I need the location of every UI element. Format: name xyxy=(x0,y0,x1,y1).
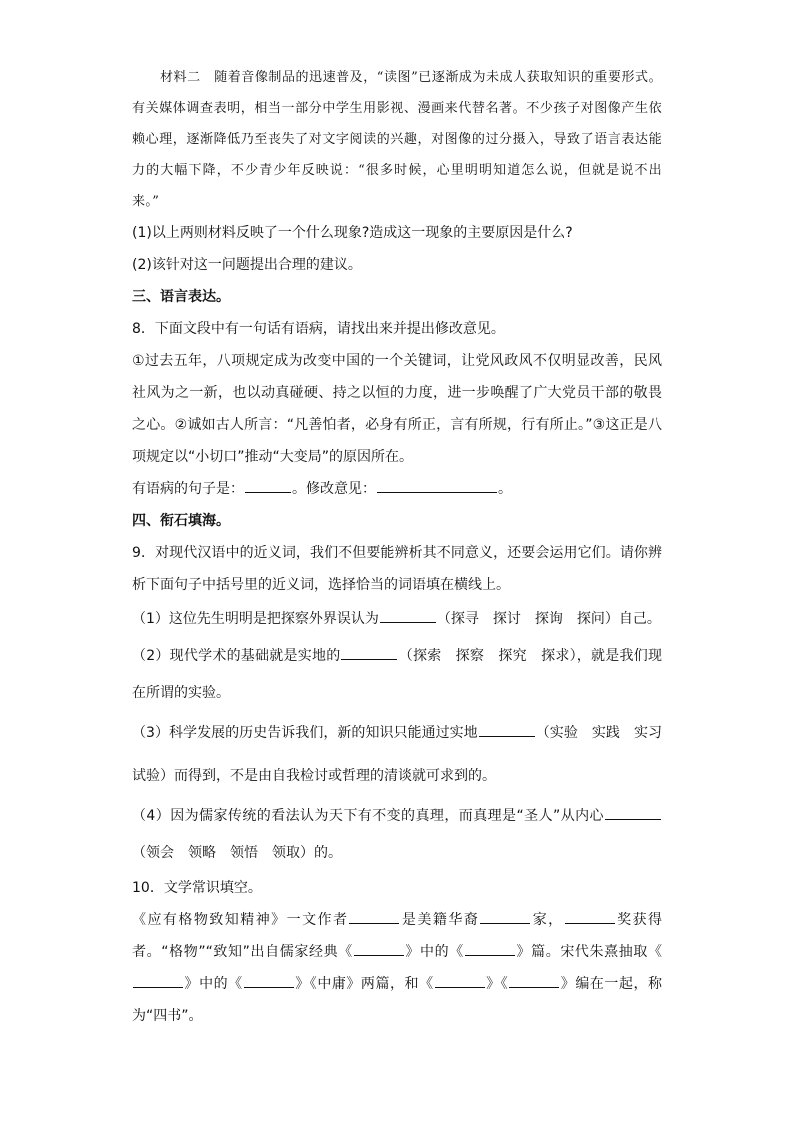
material-two: 材料二 随着音像制品的迅速普及，“读图”已逐渐成为未成人获取知识的重要形式。有关媒体调查表明，相当一部分中学生用影视、漫画来代替名著。不少孩子对图像产生依赖心理，逐渐降低乃至丧失了对文字阅读的兴趣，对图像的过分摄入，导致了语言表达能力的大幅下降，不少青少年反映说：“很多时候，心里明明知道怎么说，但就是说不出来。” xyxy=(132,70,662,209)
q10-blank-9[interactable] xyxy=(509,973,559,988)
q10-text: 《应有格物致知精神》一文作者 是美籍华裔 家， 奖获得者。“格物”“致知”出自儒家经典《 》中的《 》篇。宋代朱熹抽取《》中的《 》《中庸》两篇，和《 》《 》编在一起，称为“四书”。 xyxy=(132,904,662,1032)
q7-part1: (1)以上两则材料反映了一个什么现象?造成这一现象的主要原因是什么? xyxy=(132,225,573,241)
q8-suggestion-blank[interactable] xyxy=(377,478,497,493)
q9-sentence-1: （1）这位先生明明是把探察外界误认为 （探寻 探讨 探询 探问）自己。 xyxy=(132,601,662,638)
q9-sentence-3: （3）科学发展的历史告诉我们，新的知识只能通过实地 （实验 实践 实习 试验）而得到，不是由自我检讨或哲理的清谈就可求到的。 xyxy=(132,712,662,798)
section-4-heading: 四、衔石填海。 xyxy=(132,513,230,529)
q8-sentence-blank[interactable] xyxy=(245,478,291,493)
q10-blank-4[interactable] xyxy=(354,941,404,956)
q8-answer-line: 有语病的句子是： 。修改意见： 。 xyxy=(132,473,662,505)
q10-blank-3[interactable] xyxy=(565,909,615,924)
q10-blank-6[interactable] xyxy=(133,973,183,988)
q10-stem: 10．文学常识填空。 xyxy=(132,880,262,896)
q8-stem: 8．下面文段中有一句话有语病，请找出来并提出修改意见。 xyxy=(132,321,505,337)
q10-blank-2[interactable] xyxy=(480,909,530,924)
q10-blank-5[interactable] xyxy=(465,941,515,956)
q10-blank-7[interactable] xyxy=(244,973,294,988)
q9-blank-4[interactable] xyxy=(605,805,661,820)
q9-sentence-2: （2）现代学术的基础就是实地的 （探索 探察 探究 探求），就是我们现在所谓的实验。 xyxy=(132,638,662,712)
q10-blank-1[interactable] xyxy=(349,909,399,924)
q9-stem: 9．对现代汉语中的近义词，我们不但要能辨析其不同意义，还要会运用它们。请你辨析下面句子中括号里的近义词，选择恰当的词语填在横线上。 xyxy=(132,545,662,593)
q9-blank-2[interactable] xyxy=(341,645,397,660)
exam-page xyxy=(132,62,677,1032)
q9-blank-3[interactable] xyxy=(479,722,535,737)
q10-blank-8[interactable] xyxy=(435,973,485,988)
q8-passage: ①过去五年，八项规定成为改变中国的一个关键词，让党风政风不仅明显改善，民风社风为之一新，也以动真碰硬、持之以恒的力度，进一步唤醒了广大党员干部的敬畏之心。②诚如古人所言：“凡善怕者，必身有所正，言有所规，行有所止。”③这正是八项规定以“小切口”推动“大变局”的原因所在。 xyxy=(132,353,662,465)
section-3-heading: 三、语言表达。 xyxy=(132,289,230,305)
q9-sentence-4: （4）因为儒家传统的看法认为天下有不变的真理，而真理是“圣人”从内心（领会 领略 领悟 领取）的。 xyxy=(132,798,662,872)
q7-part2: (2)该针对这一问题提出合理的建议。 xyxy=(132,257,362,273)
q9-blank-1[interactable] xyxy=(380,608,436,623)
